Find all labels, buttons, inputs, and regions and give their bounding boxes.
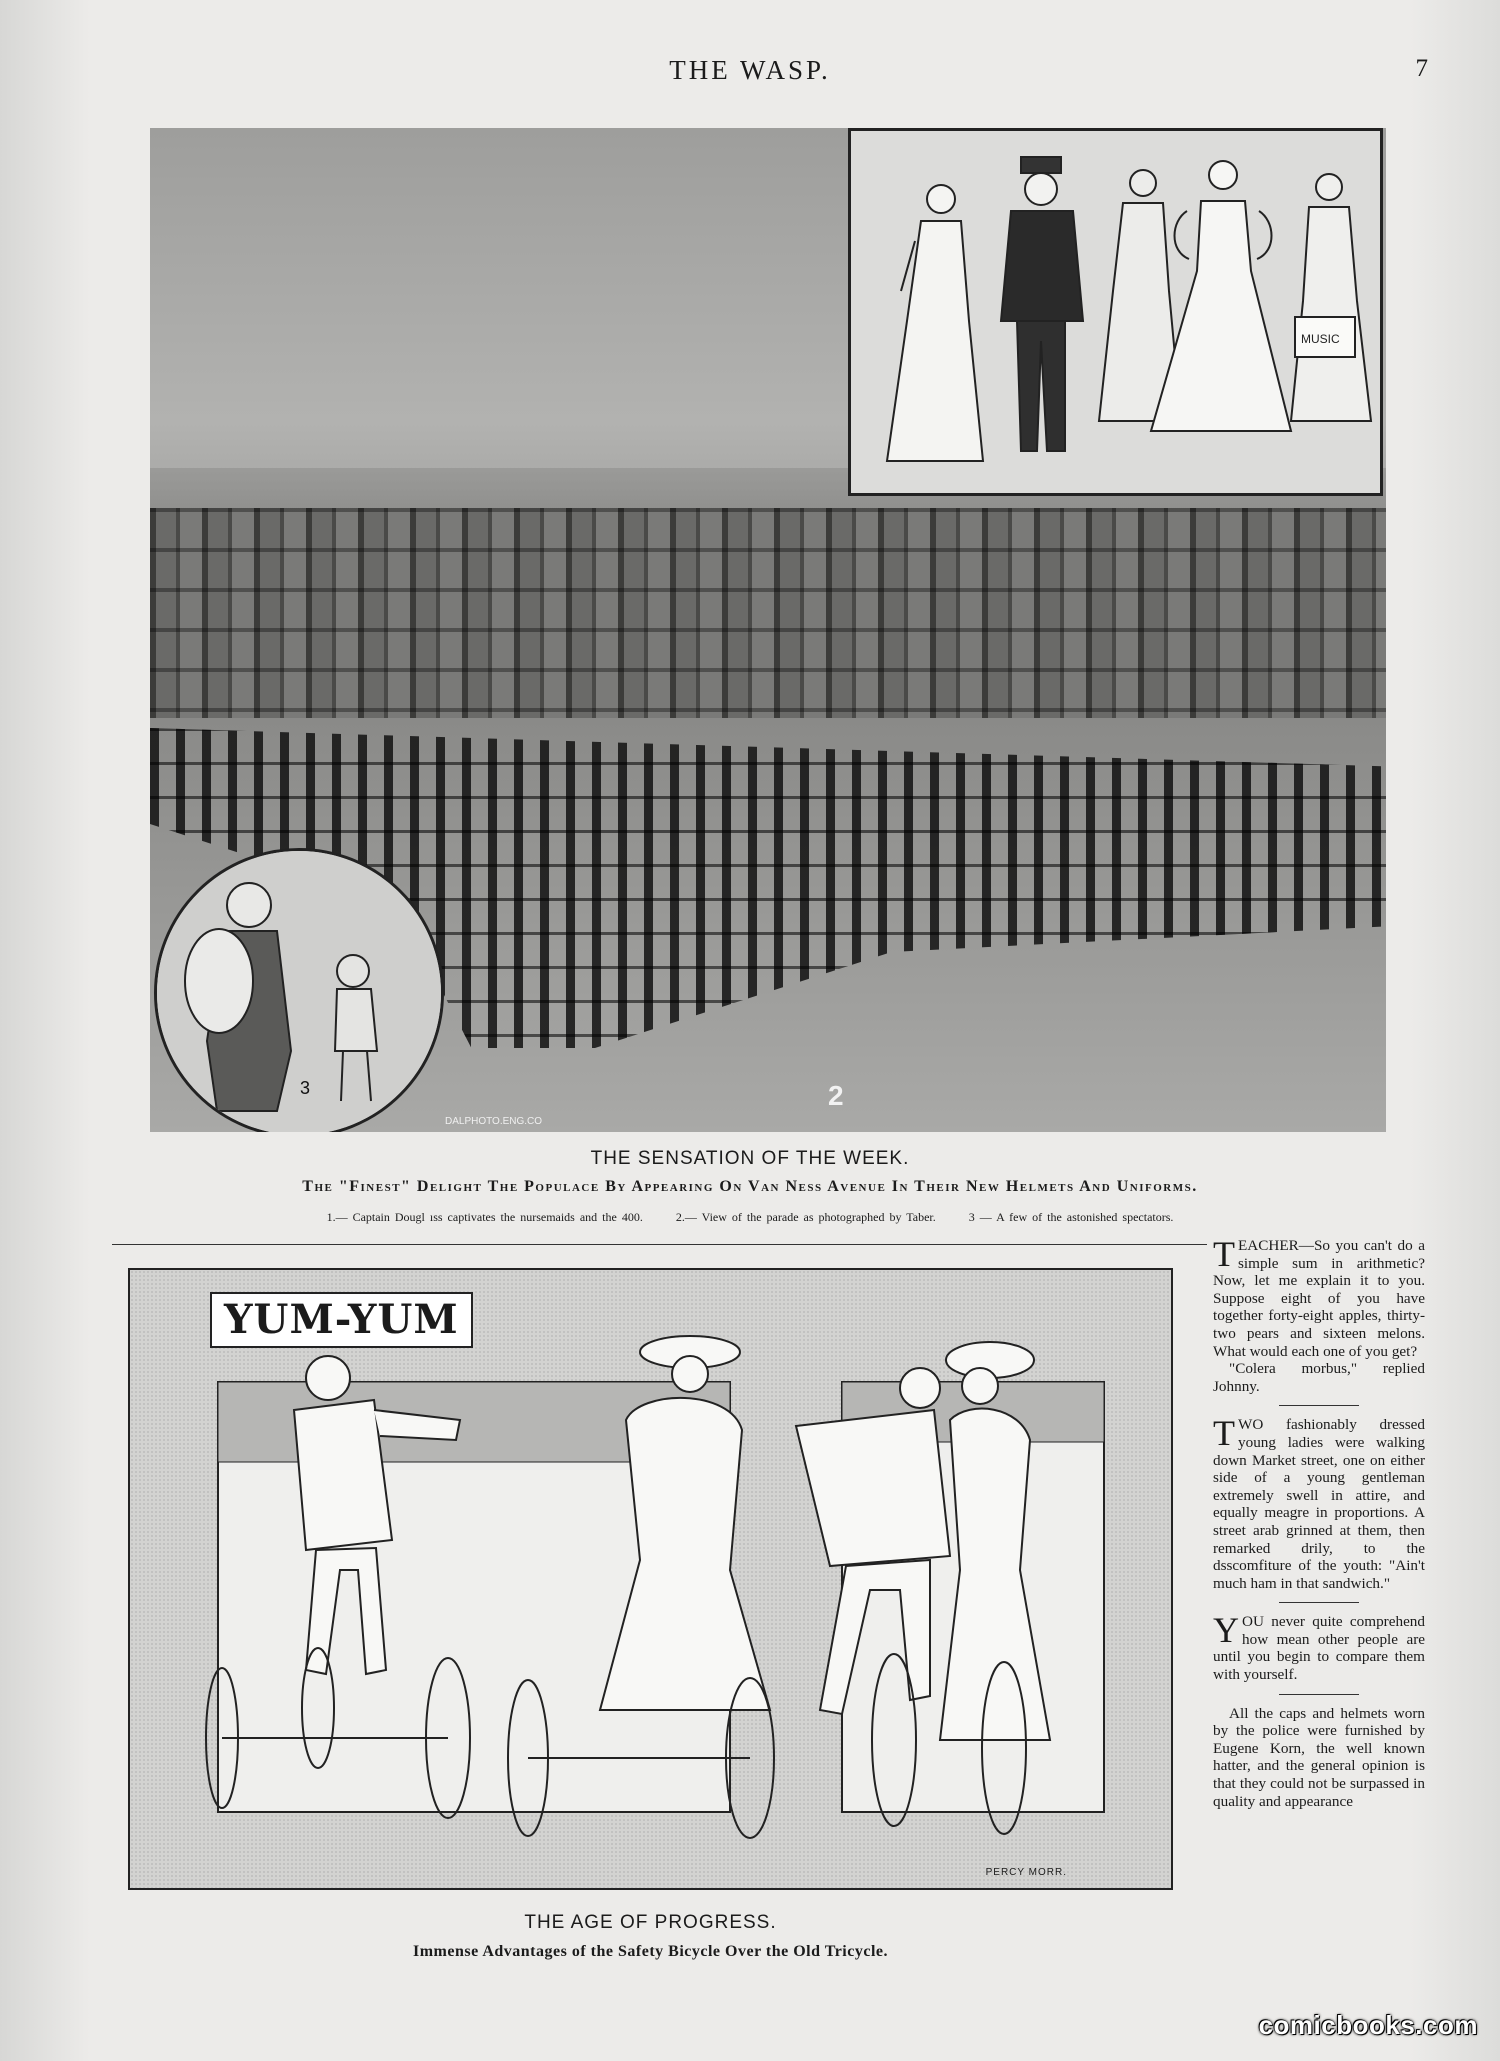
page-header: [0, 55, 1500, 95]
column-rule: [1279, 1405, 1359, 1406]
teacher-text: EACHER—So you can't do a simple sum in arithmetic? Now, let me explain it to you. Suppose eight of you have together forty-eight apples, thirty-two pears and sixteen melons. What would each one of you get?: [1213, 1237, 1425, 1360]
photo-note-3: 3 — A few of the astonished spectators.: [968, 1210, 1174, 1224]
mean-people-text: OU never quite comprehend how mean other people are until you begin to compare them with yourself.: [1213, 1613, 1425, 1684]
helmets-text: All the caps and helmets worn by the police were furnished by Eugene Korn, the well known hatter, and the general opinion is that they could not be surpassed in quality and appearance: [1213, 1704, 1425, 1810]
photo-building-floors: [150, 508, 1386, 728]
drop-cap: Y: [1213, 1610, 1239, 1651]
artist-signature: PERCY MORR.: [985, 1867, 1067, 1878]
photo-caption-subtitle: The "Finest" Delight The Populace By Appearing On Van Ness Avenue In Their New Helmets And Uniforms.: [302, 1178, 1198, 1195]
parade-number-label: 2: [828, 1080, 844, 1111]
cartoon-caption-title: THE AGE OF PROGRESS.: [524, 1912, 777, 1933]
sandwich-text: WO fashionably dressed young ladies were walking down Market street, one on either side of a young gentleman extremely swell in attire, and equally meagre in proportions. A street arab grinned at them, then remarked drily, to the dsscomfiture of the youth: "Ain't much ham in that sandwich.": [1213, 1416, 1425, 1592]
magazine-title: THE WASP.: [669, 55, 831, 85]
teacher-anecdote: [1213, 1234, 1425, 1395]
nursemaids-cartoon-inset: [848, 128, 1383, 496]
drop-cap: T: [1213, 1413, 1235, 1454]
johnny-reply: "Colera morbus," replied Johnny.: [1213, 1360, 1425, 1395]
humor-column: [1213, 1234, 1425, 1814]
drop-cap: T: [1213, 1234, 1235, 1274]
medallion-number-label: 3: [300, 1078, 311, 1098]
sandwich-anecdote: [1213, 1413, 1425, 1592]
mean-people-quip: [1213, 1610, 1425, 1684]
photo-note-2: 2.— View of the parade as photographed by Taber.: [675, 1210, 936, 1224]
photo-caption-notes: [0, 1210, 1500, 1225]
cartoon-caption-subtitle: Immense Advantages of the Safety Bicycle Over the Old Tricycle.: [413, 1943, 888, 1960]
yum-yum-title: YUM-YUM: [210, 1292, 473, 1348]
helmets-notice: [1213, 1705, 1425, 1811]
yum-yum-cartoon: [128, 1268, 1173, 1890]
music-sign: MUSIC: [1301, 332, 1340, 346]
parade-photograph: [150, 128, 1386, 1132]
engraving-credit: DALPHOTO.ENG.CO: [445, 1116, 543, 1127]
column-rule: [1279, 1694, 1359, 1695]
photo-note-1: 1.— Captain Dougl ıss captivates the nursemaids and the 400.: [326, 1210, 643, 1224]
section-divider: [112, 1244, 1207, 1245]
spectators-medallion: [154, 848, 444, 1132]
column-rule: [1279, 1602, 1359, 1603]
site-watermark: comicbooks.com: [1258, 2010, 1478, 2040]
page-number: 7: [1415, 55, 1428, 82]
photo-caption-title: THE SENSATION OF THE WEEK.: [590, 1148, 910, 1169]
